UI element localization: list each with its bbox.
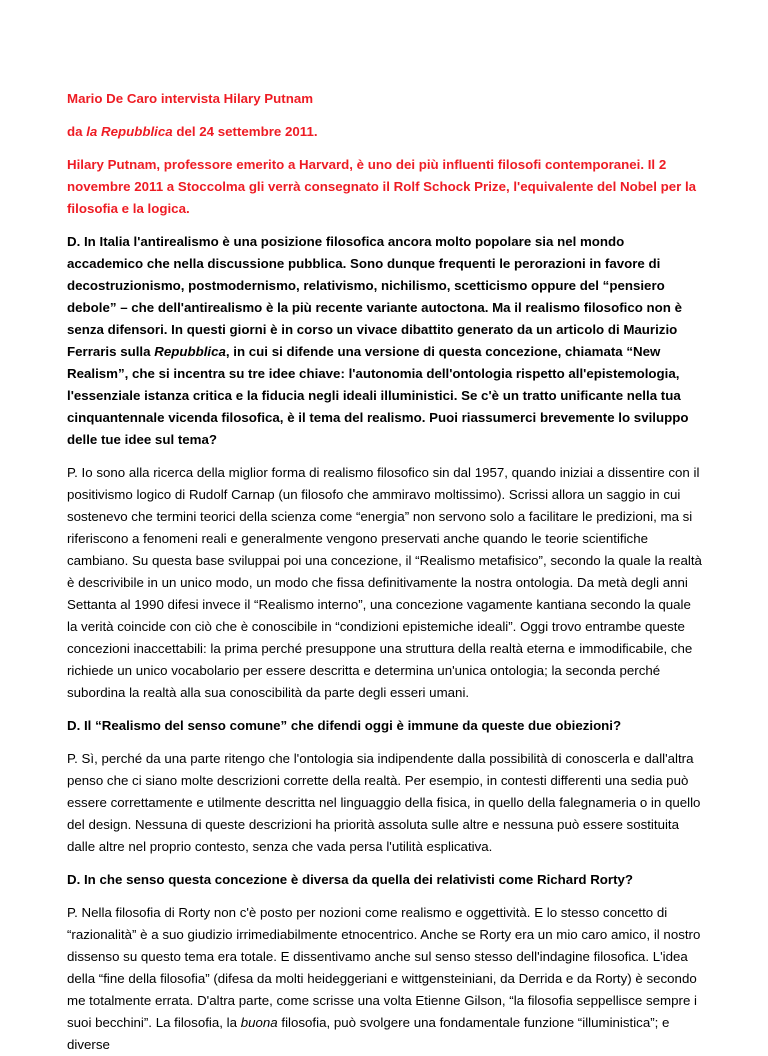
intro-text: Hilary Putnam, professore emerito a Harvard, è uno dei più influenti filosofi contemporanei. Il 2 novembre 2011 a Stoccolma gli verrà consegnato il Rolf Schock Prize, l'equivalente del Nobel per la filosofia e la logica. — [67, 157, 697, 216]
question-3 — [67, 869, 702, 891]
source-line — [67, 121, 702, 143]
question-2 — [67, 715, 702, 737]
source-pre: da — [67, 124, 87, 139]
intro-paragraph — [67, 154, 702, 220]
answer-1-text: P. Io sono alla ricerca della miglior forma di realismo filosofico sin dal 1957, quando iniziai a dissentire con il positivismo logico di Rudolf Carnap (un filosofo che ammiravo moltissimo). Scrissi allora un saggio in cui sostenevo che termini teorici della scienza come “energia” non servono solo a facilitare le predizioni, ma si riferiscono a fenomeni reali e generalmente vengono preservati anche quando le teorie scientifiche cambiano. Su questa base sviluppai poi una concezione, il “Realismo metafisico”, secondo la quale la realtà è descrivibile in un unico modo, un modo che fissa definitivamente la nostra ontologia. Da metà degli anni Settanta al 1990 difesi invece il “Realismo interno”, una concezione vagamente kantiana secondo la quale la verità coincide con ciò che è conoscibile in “condizioni epistemiche ideali”. Oggi trovo entrambe queste concezioni inaccettabili: la prima perché presuppone una struttura della realtà eterna e immodificabile, che richiede un unico vocabolario per essere descritta e determina un'unica ontologia; la seconda perché subordina la realtà alla sua conoscibilità da parte degli esseri umani. — [67, 465, 702, 700]
answer-1 — [67, 462, 702, 704]
title-text: Mario De Caro intervista Hilary Putnam — [67, 91, 314, 106]
interview-title — [67, 88, 702, 110]
answer-2 — [67, 748, 702, 858]
source-newspaper: la Repubblica — [86, 124, 173, 139]
question-1-italic: Repubblica — [154, 344, 226, 359]
question-3-text: D. In che senso questa concezione è diversa da quella dei relativisti come Richard Rorty? — [67, 872, 634, 887]
answer-3-pre: P. Nella filosofia di Rorty non c'è posto per nozioni come realismo e oggettività. E lo stesso concetto di “razionalità” è a suo giudizio irrimediabilmente etnocentrico. Anche se Rorty era un mio caro amico, il nostro dissenso su questo tema era totale. E dissentivamo anche sul senso stesso dell'indagine filosofica. L'idea della “fine della filosofia” (difesa da molti heideggeriani e wittgensteiniani, da Derrida e da Rorty) è secondo me totalmente errata. D'altra parte, come scrisse una volta Etienne Gilson, “la filosofia seppellisce sempre i suoi becchini”. La filosofia, la — [67, 905, 701, 1030]
question-1-pre: D. In Italia l'antirealismo è una posizione filosofica ancora molto popolare sia nel mondo accademico che nella discussione pubblica. Sono dunque frequenti le perorazioni in favore di decostruzionismo, postmodernismo, relativismo, nichilismo, scetticismo oppure del “pensiero debole” – che dell'antirealismo è la più recente variante autoctona. Ma il realismo filosofico non è senza difensori. In questi giorni è in corso un vivace dibattito generato da un articolo di Maurizio Ferraris sulla — [67, 234, 682, 359]
question-2-text: D. Il “Realismo del senso comune” che difendi oggi è immune da queste due obiezioni? — [67, 718, 622, 733]
source-date: del 24 settembre 2011. — [172, 124, 318, 139]
answer-2-text: P. Sì, perché da una parte ritengo che l'ontologia sia indipendente dalla possibilità di conoscerla e dall'altra penso che ci siano molte descrizioni corrette della realtà. Per esempio, in contesti differenti una sedia può essere correttamente e utilmente descritta nel linguaggio della fisica, in quello della falegnameria o in quello del design. Nessuna di queste descrizioni ha priorità assoluta sulle altre e nessuna può essere sostituita dalle altre nel proprio contesto, senza che vada persa l'utilità esplicativa. — [67, 751, 701, 854]
answer-3-post: filosofia, può svolgere una fondamentale funzione “illuministica”; e diverse — [67, 1015, 670, 1052]
answer-3-italic: buona — [240, 1015, 278, 1030]
question-1-post: , in cui si difende una versione di questa concezione, chiamata “New Realism”, che si incentra su tre idee chiave: l'autonomia dell'ontologia rispetto all'epistemologia, l'essenziale istanza critica e la fiducia negli ideali illuministici. Se c'è un tratto unificante nella tua cinquantennale vicenda filosofica, è il tema del realismo. Puoi riassumerci brevemente lo sviluppo delle tue idee sul tema? — [67, 344, 689, 447]
answer-3 — [67, 902, 702, 1056]
question-1 — [67, 231, 702, 451]
